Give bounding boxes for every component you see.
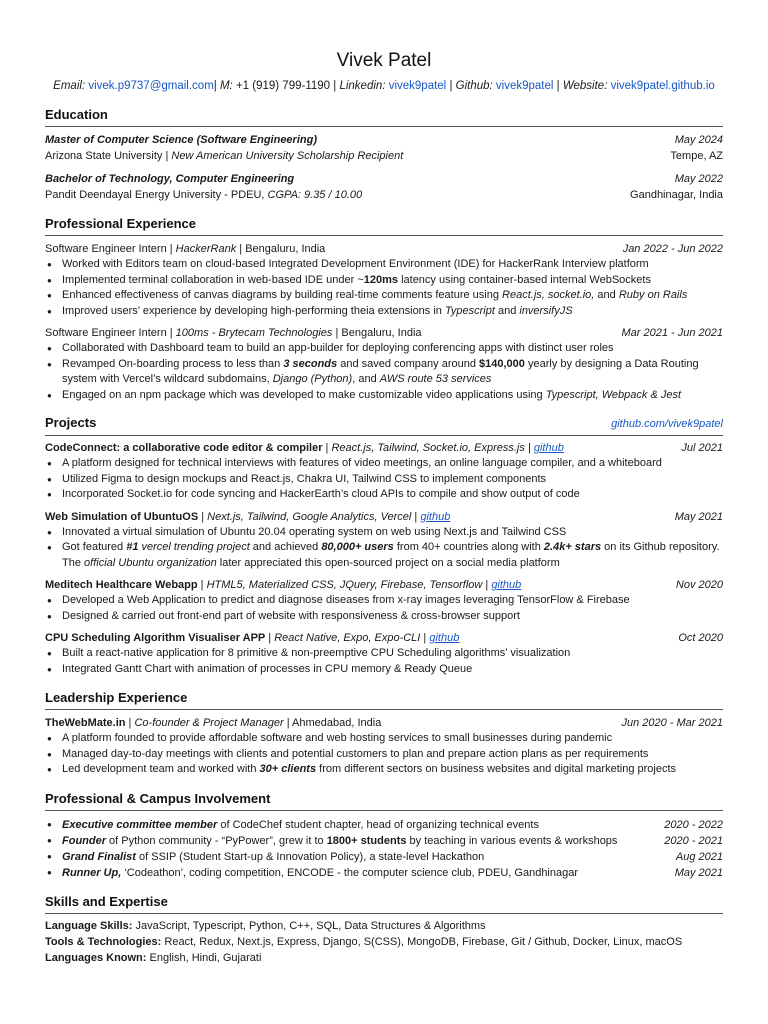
job-role: Software Engineer Intern <box>45 327 167 339</box>
list-item: ● Grand Finalist of SSIP (Student Start-up & Innovation Policy), a state-level Hackathon Aug 2021 <box>45 849 723 865</box>
projects-github-link[interactable]: github.com/vivek9patel <box>611 418 723 430</box>
job-entry: Software Engineer Intern | HackerRank | Bengaluru, India Jan 2022 - Jun 2022 ● Worked with Editors team on cloud-based Integrated Development Environment (IDE) for HackerRank Interview platform ● Implemented terminal collaboration in web-based IDE under ~120ms latency using container-based internal WebSockets ● Enhanced effectiveness of canvas diagrams by building real-time comments feature using React.js, socket.io, and Ruby on Rails ● Improved users’ experience by developing high-performing theia extensions in Typescript and inversifyJS <box>45 241 723 319</box>
mobile-label: M: <box>219 80 233 92</box>
project-name: Meditech Healthcare Webapp <box>45 579 198 591</box>
list-item: ● Developed a Web Application to predict and diagnose diseases from x-ray images leveraging TensorFlow & Firebase <box>45 593 723 609</box>
skills-heading: Skills and Expertise <box>45 894 723 914</box>
education-entry: Master of Computer Science (Software Engineering) May 2024 Arizona State University | New American University Scholarship Recipient Tempe, AZ <box>45 134 723 162</box>
education-heading: Education <box>45 107 723 127</box>
website-label: Website: <box>562 80 608 92</box>
leadership-heading: Leadership Experience <box>45 690 723 710</box>
school-note: New American University Scholarship Recipient <box>171 150 404 162</box>
project-date: May 2021 <box>674 510 723 523</box>
grad-date: May 2022 <box>674 173 723 185</box>
list-item: ● Founder of Python community - “PyPower”, grew it to 1800+ students by teaching in various events & workshops 2020 - 2021 <box>45 833 723 849</box>
candidate-name: Vivek Patel <box>336 50 432 71</box>
projects-heading <box>45 415 723 436</box>
linkedin-link[interactable]: vivek9patel <box>388 80 447 92</box>
github-label: Github: <box>455 80 493 92</box>
list-item: ● Built a react-native application for 8 primitive & non-preemptive CPU Scheduling algorithms’ visualization <box>45 646 723 662</box>
list-item: ● Utilized Figma to design mockups and React.js, Chakra UI, Tailwind CSS to implement components <box>45 472 723 488</box>
experience-section <box>45 216 723 403</box>
project-entry: Meditech Healthcare Webapp | HTML5, Materialized CSS, JQuery, Firebase, Tensorflow | github Nov 2020 ● Developed a Web Application to predict and diagnose diseases from x-ray images leveraging TensorFlow & Firebase ● Designed & carried out front-end part of website with responsiveness & cross-browser support <box>45 577 723 624</box>
project-date: Jul 2021 <box>681 442 723 454</box>
contact-line: Email: vivek.p9737@gmail.com| M: +1 (919) 799-1190 | Linkedin: vivek9patel | Github: vivek9patel | Website: vivek9patel.github.io <box>53 80 715 92</box>
job-location: Bengaluru, India <box>341 327 422 339</box>
project-date: Nov 2020 <box>675 579 723 591</box>
leadership-entry: TheWebMate.in | Co-founder & Project Manager | Ahmedabad, India Jun 2020 - Mar 2021 ● A platform founded to provide affordable software and web hosting services to small businesses during pandemic ● Managed day-to-day meetings with clients and potential customers to plan and prepare action plans as per requirements ● Led development team and worked with 30+ clients from different sectors on business websites and digital marketing projects <box>45 715 723 778</box>
project-entry: CodeConnect: a collaborative code editor & compiler | React.js, Tailwind, Socket.io, Express.js | github Jul 2021 ● A platform designed for technical interviews with features of video meetings, an online language compiler, and a whiteboard ● Utilized Figma to design mockups and React.js, Chakra UI, Tailwind CSS to implement components ● Incorporated Socket.io for code syncing and HackerEarth’s cloud APIs to compile and show output of code <box>45 440 723 503</box>
skills-line: Tools & Technologies: React, Redux, Next.js, Express, Django, S(CSS), MongoDB, Firebase, Git / Github, Docker, Linux, macOS <box>45 935 683 948</box>
grad-date: May 2024 <box>674 134 723 146</box>
school: Pandit Deendayal Energy University - PDEU, <box>45 189 265 201</box>
skills-line: Language Skills: JavaScript, Typescript, Python, C++, SQL, Data Structures & Algorithms <box>45 919 486 932</box>
involvement-heading: Professional & Campus Involvement <box>45 791 723 811</box>
education-entry <box>45 171 723 203</box>
job-entry: Software Engineer Intern | 100ms - Brytecam Technologies | Bengaluru, India Mar 2021 - Jun 2021 ● Collaborated with Dashboard team to build an app-builder for deploying conferencing apps with distinct user roles ● Revamped On-boarding process to less than 3 seconds and saved company around $140,000 yearly by designing a Data Routing system with Vercel’s wildcard subdomains, Django (Python), and AWS route 53 services ● Engaged on an npm package which was developed to make customizable video applications using Typescript, Webpack & Jest <box>45 325 723 403</box>
project-entry: Web Simulation of UbuntuOS | Next.js, Tailwind, Google Analytics, Vercel | github May 2021 ● Innovated a virtual simulation of Ubuntu 20.04 operating system on web using Next.js and Tailwind CSS ● Got featured #1 vercel trending project and achieved 80,000+ users from 40+ countries along with 2.4k+ stars on its Github repository. The official Ubuntu organization later appreciated this open-sourced project on a social media platform <box>45 509 723 572</box>
projects-section <box>45 415 723 677</box>
projects-title: Projects <box>45 415 97 430</box>
list-item: ● Enhanced effectiveness of canvas diagrams by building real-time comments feature using React.js, socket.io, and Ruby on Rails <box>45 288 723 304</box>
skills-section <box>45 894 723 966</box>
project-date: Oct 2020 <box>678 632 723 644</box>
job-location: Bengaluru, India <box>245 243 326 255</box>
org-role: Co-founder & Project Manager <box>134 717 284 729</box>
project-name: Web Simulation of UbuntuOS <box>45 510 199 523</box>
experience-heading: Professional Experience <box>45 216 723 236</box>
education-section <box>45 107 723 203</box>
list-item: ● Executive committee member of CodeChef student chapter, head of organizing technical events 2020 - 2022 <box>45 817 723 833</box>
linkedin-label: Linkedin: <box>339 80 386 92</box>
school-location: Gandhinagar, India <box>630 189 723 201</box>
degree: Master of Computer Science (Software Engineering) <box>45 134 317 146</box>
job-role: Software Engineer Intern <box>45 243 167 255</box>
school: Arizona State University <box>45 150 163 162</box>
school-note: CGPA: 9.35 / 10.00 <box>267 189 363 201</box>
list-item: ● Revamped On-boarding process to less than 3 seconds and saved company around $140,000 yearly by designing a Data Routing system with Vercel’s wildcard subdomains, Django (Python), and AWS route 53 services <box>45 357 723 388</box>
email-label: Email: <box>53 80 86 92</box>
mobile-number: +1 (919) 799-1190 <box>235 80 331 92</box>
job-date: Jan 2022 - Jun 2022 <box>622 243 723 255</box>
skills-line: Languages Known: English, Hindi, Gujarati <box>45 951 262 964</box>
project-name: CPU Scheduling Algorithm Visualiser APP <box>45 632 266 644</box>
list-item: ● Managed day-to-day meetings with clients and potential customers to plan and prepare action plans as per requirements <box>45 747 723 763</box>
list-item: ● Got featured #1 vercel trending project and achieved 80,000+ users from 40+ countries along with 2.4k+ stars on its Github repository. The official Ubuntu organization later appreciated this open-sourced project on a social media platform <box>45 540 723 571</box>
list-item: ● Engaged on an npm package which was developed to make customizable video applications using Typescript, Webpack & Jest <box>45 388 723 404</box>
project-stack: React.js, Tailwind, Socket.io, Express.js <box>331 442 525 454</box>
org-date: Jun 2020 - Mar 2021 <box>621 717 723 729</box>
github-link[interactable]: vivek9patel <box>495 80 554 92</box>
project-github-link[interactable]: github <box>420 510 451 523</box>
list-item: ● A platform designed for technical interviews with features of video meetings, an online language compiler, and a whiteboard <box>45 456 723 472</box>
project-stack: HTML5, Materialized CSS, JQuery, Firebase, Tensorflow <box>206 579 483 591</box>
list-item: ● A platform founded to provide affordable software and web hosting services to small businesses during pandemic <box>45 731 723 747</box>
org-name: TheWebMate.in <box>45 717 126 729</box>
email-link[interactable]: vivek.p9737@gmail.com <box>88 80 214 92</box>
degree: Bachelor of Technology, Computer Engineering <box>45 173 295 185</box>
list-item: ● Runner Up, ‘Codeathon’, coding competition, ENCODE - the computer science club, PDEU, Gandhinagar May 2021 <box>45 865 723 881</box>
project-entry: CPU Scheduling Algorithm Visualiser APP | React Native, Expo, Expo-CLI | github Oct 2020 ● Built a react-native application for 8 primitive & non-preemptive CPU Scheduling algorithms’ visualization ● Integrated Gantt Chart with animation of processes in CPU memory & Ready Queue <box>45 630 723 677</box>
leadership-section <box>45 690 723 778</box>
involvement-section <box>45 791 723 881</box>
project-name: CodeConnect: a collaborative code editor & compiler <box>45 442 323 454</box>
job-date: Mar 2021 - Jun 2021 <box>621 327 723 339</box>
list-item: ● Innovated a virtual simulation of Ubuntu 20.04 operating system on web using Next.js and Tailwind CSS <box>45 525 723 541</box>
list-item: ● Worked with Editors team on cloud-based Integrated Development Environment (IDE) for HackerRank Interview platform <box>45 257 723 273</box>
job-company: HackerRank <box>175 243 237 255</box>
project-github-link[interactable]: github <box>491 579 522 591</box>
list-item: ● Collaborated with Dashboard team to build an app-builder for deploying conferencing apps with distinct user roles <box>45 341 723 357</box>
list-item: ● Integrated Gantt Chart with animation of processes in CPU memory & Ready Queue <box>45 662 723 678</box>
list-item: ● Led development team and worked with 30+ clients from different sectors on business websites and digital marketing projects <box>45 762 723 778</box>
project-github-link[interactable]: github <box>533 442 564 454</box>
school-location: Tempe, AZ <box>670 150 723 162</box>
project-stack: React Native, Expo, Expo-CLI <box>274 632 421 644</box>
project-stack: Next.js, Tailwind, Google Analytics, Vercel <box>207 510 412 523</box>
project-github-link[interactable]: github <box>429 632 460 644</box>
list-item: ● Incorporated Socket.io for code syncing and HackerEarth’s cloud APIs to compile and show output of code <box>45 487 723 503</box>
list-item: ● Designed & carried out front-end part of website with responsiveness & cross-browser support <box>45 609 723 625</box>
list-item: ● Improved users’ experience by developing high-performing theia extensions in Typescript and inversifyJS <box>45 304 723 320</box>
job-company: 100ms - Brytecam Technologies <box>175 327 333 339</box>
org-location: Ahmedabad, India <box>292 717 382 729</box>
website-link[interactable]: vivek9patel.github.io <box>610 80 715 92</box>
list-item: ● Implemented terminal collaboration in web-based IDE under ~120ms latency using container-based internal WebSockets <box>45 273 723 289</box>
